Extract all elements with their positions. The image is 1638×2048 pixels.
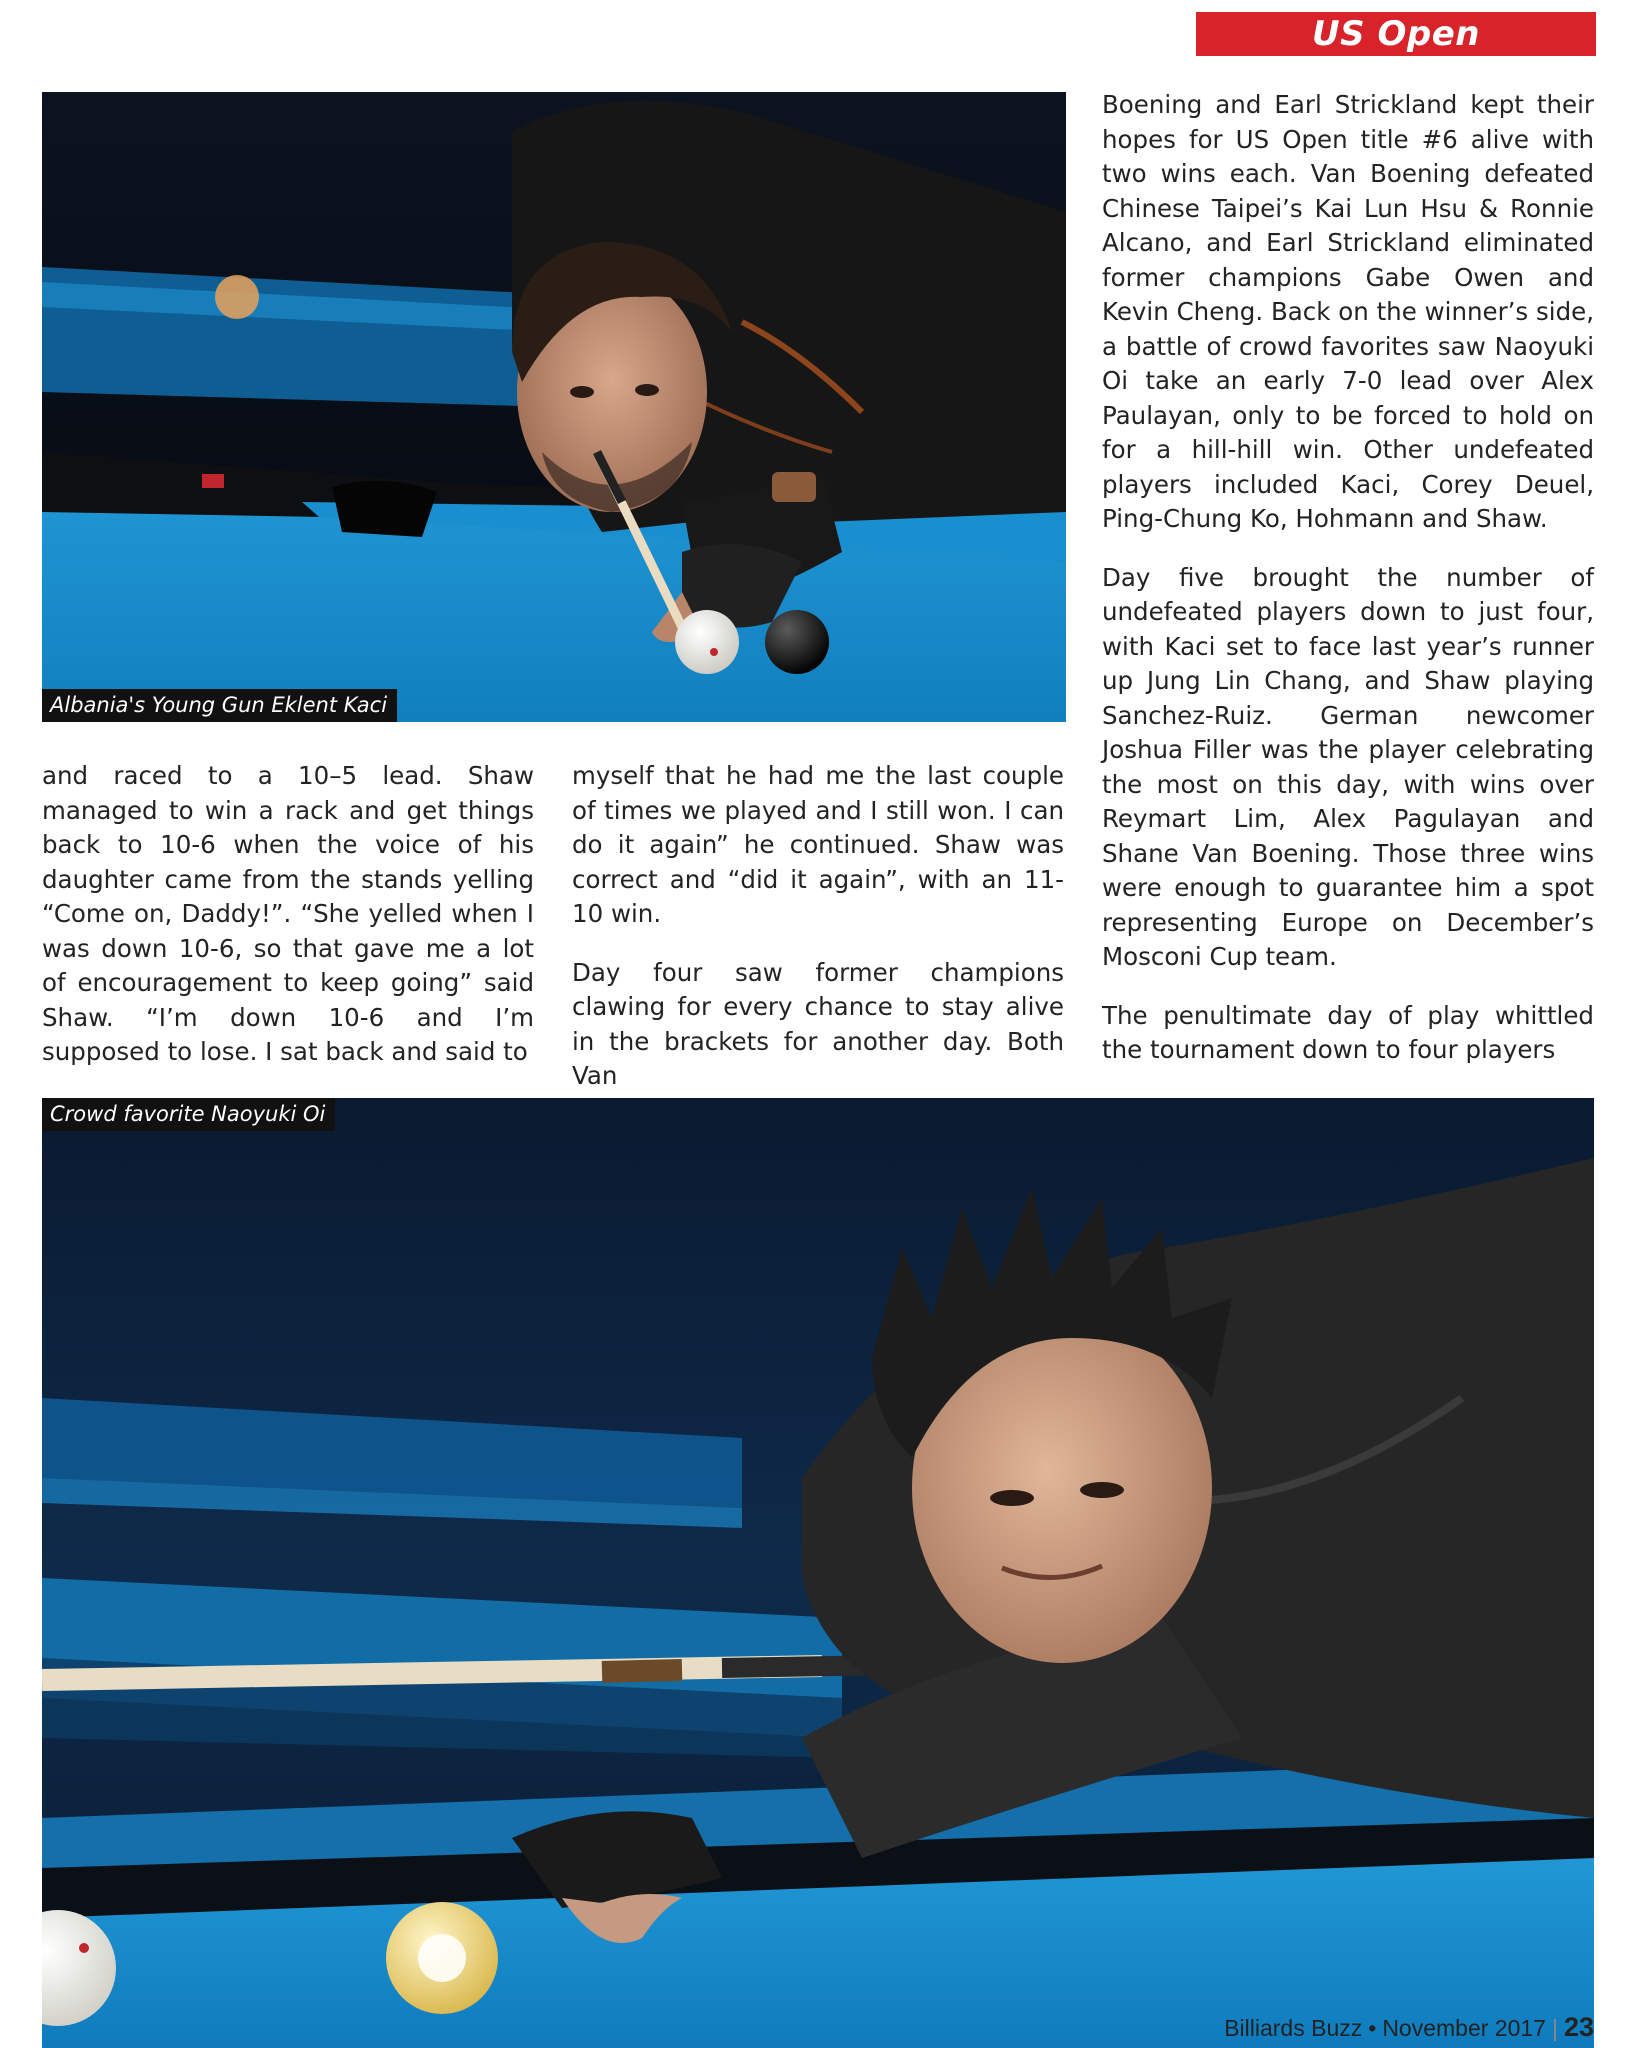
paragraph: Day five brought the number of undefeated players down to just four, with Kaci set to face last year’s runner up Jung Lin Chang, and Shaw playing Sanchez-Ruiz. German newcomer Joshua Filler was the player celebrating the most on this day, with wins over Reymart Lim, Alex Pagulayan and Shane Van Boening. Those three wins were enough to guarantee him a spot representing Europe on December’s Mosconi Cup team. (1102, 562, 1594, 971)
paragraph: and raced to a 10–5 lead. Shaw managed to win a rack and get things back to 10-6 when the voice of his daughter came from the stands yelling “Come on, Daddy!”. “She yelled when I was down 10-6, so that gave me a lot of encouragement to keep going” said Shaw. “I’m down 10-6 and I’m supposed to lose. I sat back and said to (42, 761, 534, 1066)
photo-caption: Crowd favorite Naoyuki Oi (42, 1098, 335, 1131)
text-column-right (1102, 88, 1594, 1068)
section-header (1196, 12, 1596, 56)
issue-date: November 2017 (1382, 2015, 1546, 2041)
photo-eklent-kaci (42, 92, 1066, 722)
page-footer (1224, 2012, 1594, 2043)
paragraph: Boening and Earl Strickland kept their hopes for US Open title #6 alive with two wins each. Van Boening defeated Chinese Taipei’s Kai Lun Hsu & Ronnie Alcano, and Earl Strickland eliminated former champions Gabe Owen and Kevin Cheng. Back on the winner’s side, a battle of crowd favorites saw Naoyuki Oi take an early 7-0 lead over Alex Paulayan, only to be forced to hold on for a hill-hill win. Other undefeated players included Kaci, Corey Deuel, Ping-Chung Ko, Hohmann and Shaw. (1102, 90, 1594, 533)
photo-caption: Albania's Young Gun Eklent Kaci (42, 689, 397, 722)
text-column-middle (572, 759, 1064, 1094)
paragraph: myself that he had me the last couple of times we played and I still won. I can do it again” he continued. Shaw was correct and “did it again”, with an 11-10 win. (572, 761, 1064, 928)
text-column-left (42, 759, 534, 1070)
footer-separator: | (1551, 2015, 1558, 2041)
photo-naoyuki-oi (42, 1098, 1594, 2048)
footer-bullet: • (1368, 2015, 1377, 2041)
paragraph: Day four saw former champions clawing for every chance to stay alive in the brackets for another day. Both Van (572, 957, 1064, 1090)
page-number: 23 (1563, 2012, 1594, 2042)
publication-name: Billiards Buzz (1224, 2015, 1363, 2041)
section-title: US Open (1312, 14, 1480, 54)
paragraph: The penultimate day of play whittled the tournament down to four players (1102, 1000, 1594, 1064)
